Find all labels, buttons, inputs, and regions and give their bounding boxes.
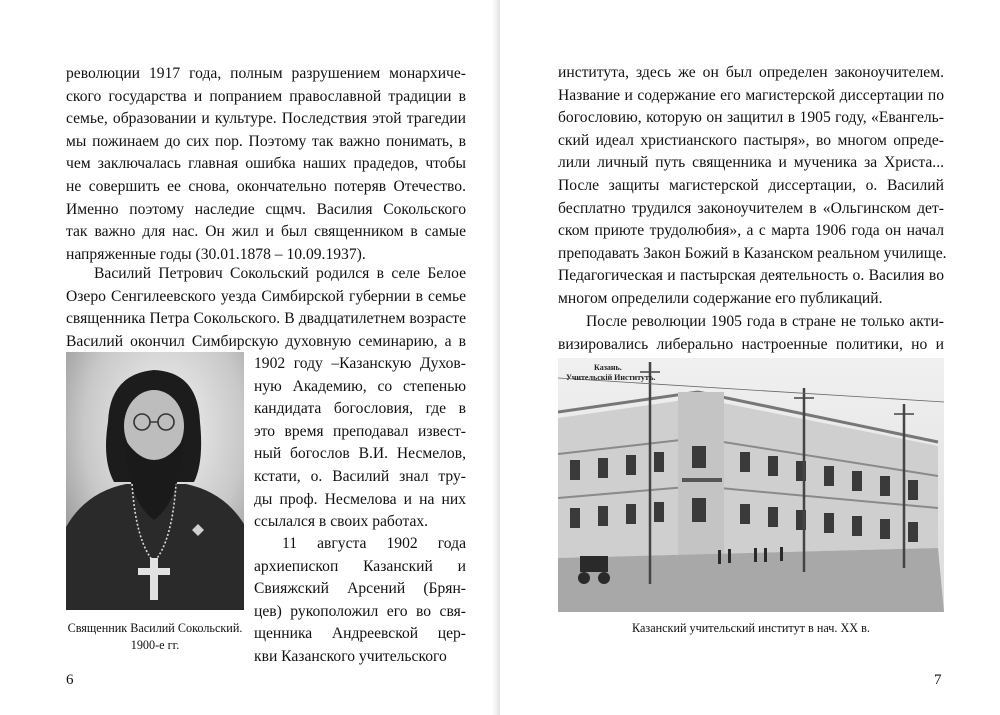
text-line: Название и содержание его магистерской диссертации по [558, 86, 944, 104]
portrait-caption [62, 620, 248, 654]
text-line: 11 августа 1902 года [282, 535, 466, 552]
text-line: щенника Андреевской цер- [254, 625, 466, 643]
text-line: ссылался в своих работах. [254, 513, 429, 531]
text-line: Педагогическая и пастырская деятельность о. Василия во [558, 267, 944, 285]
text-line: кви Казанского учительского [254, 647, 447, 665]
left-paragraph-3 [254, 533, 466, 669]
text-line: института, здесь же он был определен законоучителем. [558, 64, 944, 81]
text-line: визировались либерально настроенные политики, но и [558, 335, 944, 353]
left-paragraph-2-wrap [254, 353, 466, 534]
text-line: После революции 1905 года в стране не только акти- [586, 313, 944, 330]
text-line: ды проф. Несмелова и на них [254, 490, 466, 508]
text-line: чем заключалась главная ошибка наших прадедов, чтобы [66, 155, 466, 173]
text-line: ский идеал христианского пастыря», во многом опреде- [558, 131, 944, 149]
text-line: священника Петра Сокольского. В двадцатилетнем возрасте [66, 310, 466, 328]
text-line: напряженные годы (30.01.1878 – 10.09.1937). [66, 245, 366, 263]
right-paragraph-2 [558, 311, 944, 356]
text-line: ском приюте трудолюбия», а с марта 1906 года он начал [558, 222, 944, 240]
teachers-institute-photo [558, 358, 944, 612]
text-line: Василий Петрович Сокольский родился в селе Белое [94, 265, 466, 282]
text-line: лили личный путь священника и мученика за Христа... [558, 154, 944, 172]
text-line: Именно поэтому наследие сщмч. Василия Сокольского [66, 200, 466, 218]
portrait-illustration [66, 352, 244, 610]
building-illustration [558, 358, 944, 612]
page-number-left: 6 [66, 672, 74, 688]
text-line: мы пожинаем до сих пор. Поэтому так важно понимать, в [66, 132, 466, 150]
text-line: так важно для нас. Он жил и был священником в самые [66, 223, 466, 241]
text-line: богословию, которую он защитил в 1905 году, «Евангель- [558, 109, 944, 127]
text-line: семье, образовании и культуре. Последствия этой трагедии [66, 110, 466, 128]
text-line: революции 1917 года, полным разрушением монархиче- [66, 65, 466, 82]
caption-line: 1900-е гг. [130, 638, 180, 652]
text-line: кандидата богословия, где в [254, 400, 466, 418]
text-line: Свияжский Арсений (Брян- [254, 580, 466, 598]
priest-portrait-photo [66, 352, 244, 610]
left-paragraph-2 [66, 263, 466, 353]
text-line: это время преподавал извест- [254, 422, 466, 440]
text-line: кстати, о. Василий знал тру- [254, 467, 466, 485]
text-line: архиепископ Казанский и [254, 557, 466, 575]
text-line: не совершить ее снова, окончательно потеряв Отечество. [66, 177, 466, 195]
right-paragraph-1 [558, 62, 947, 311]
photo-inscription-line: Казань. [594, 363, 622, 372]
text-line: 1902 году –Казанскую Духов- [254, 355, 466, 372]
text-line: цев) рукоположил его во свя- [254, 602, 466, 620]
text-line: бесплатно трудился законоучителем в «Ольгинском дет- [558, 199, 944, 217]
caption-line: Священник Василий Сокольский. [67, 621, 243, 635]
page-number-right: 7 [934, 672, 942, 688]
text-line: Озеро Сенгилеевского уезда Симбирской губернии в семье [66, 287, 466, 305]
text-line: После защиты магистерской диссертации, о. Василий [558, 176, 944, 194]
left-paragraph-1 [66, 63, 466, 266]
text-line: ского государства и попранием православной традиции в [66, 87, 466, 105]
text-line: многом определили содержание его публикаций. [558, 289, 883, 307]
photo-inscription-line: Учительскій Институтъ. [566, 373, 656, 382]
text-line: преподавать Закон Божий в Казанском реальном училище. [558, 244, 947, 262]
text-line: ную Академию, со степенью [254, 377, 466, 395]
text-line: ный богослов В.И. Несмелов, [254, 445, 466, 463]
text-line: Василий окончил Симбирскую духовную семинарию, а в [66, 332, 466, 350]
building-caption: Казанский учительский институт в нач. XX в. [632, 621, 870, 635]
